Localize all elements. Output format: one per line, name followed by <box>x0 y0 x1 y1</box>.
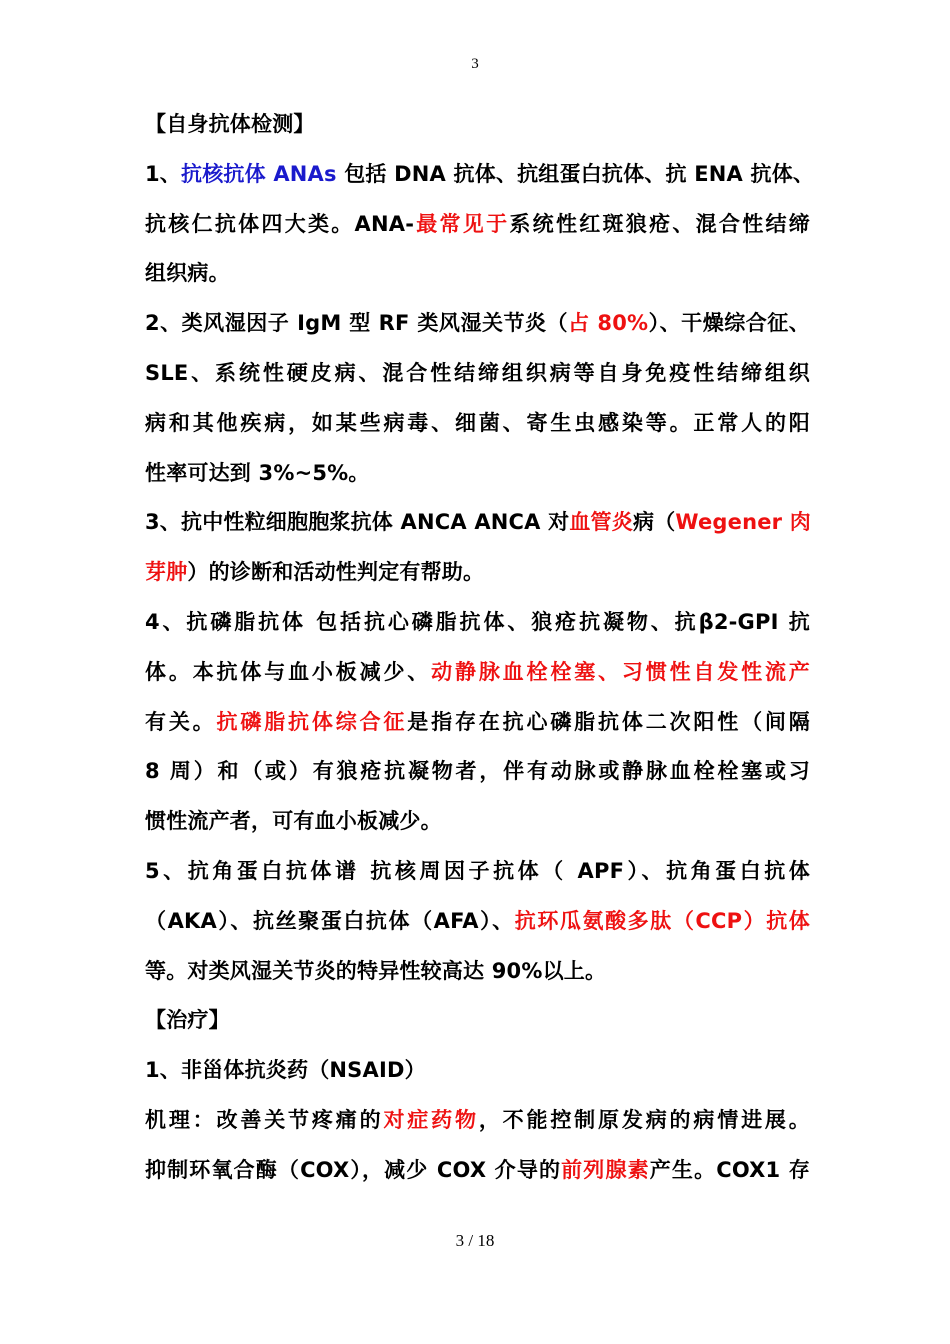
text-line <box>145 847 810 897</box>
highlighted-text: 前列腺素 <box>561 1157 650 1182</box>
text-line <box>145 897 810 947</box>
text-segment: 是指存在抗心磷脂抗体二次阳性（间隔 <box>407 709 810 734</box>
text-segment: 包括 DNA 抗体、抗组蛋白抗体、抗 ENA 抗体、 <box>336 161 815 186</box>
text-line <box>145 598 810 648</box>
text-segment: 【治疗】 <box>145 1008 230 1033</box>
text-segment: 病和其他疾病，如某些病毒、细菌、寄生虫感染等。正常人的阳 <box>145 410 810 435</box>
text-line <box>145 498 810 548</box>
highlighted-text: 动静脉血栓栓塞、习惯性自发性流产 <box>431 659 811 684</box>
document-body <box>145 100 815 1196</box>
text-segment: 8 周）和（或）有狼疮抗凝物者，伴有动脉或静脉血栓栓塞或习 <box>145 759 810 784</box>
text-segment: 体。本抗体与血小板减少、 <box>145 659 432 684</box>
text-line <box>145 349 810 399</box>
text-segment: 3、抗中性粒细胞胞浆抗体 ANCA ANCA 对 <box>145 510 570 535</box>
text-segment: 组织病。 <box>145 261 230 286</box>
text-line <box>145 200 810 250</box>
page-number-top: 3 <box>471 56 479 72</box>
text-segment: 等。对类风湿关节炎的特异性较高达 90%以上。 <box>145 958 607 983</box>
page-number-footer: 3 / 18 <box>455 1231 495 1250</box>
text-segment: 2、类风湿因子 IgM 型 RF 类风湿关节炎（ <box>145 311 569 336</box>
text-segment: 性率可达到 3%~5%。 <box>145 460 370 485</box>
text-segment: 1、非甾体抗炎药（NSAID） <box>145 1058 426 1083</box>
text-line <box>145 150 815 200</box>
text-segment: 机理：改善关节疼痛的 <box>145 1107 384 1132</box>
text-line <box>145 648 810 698</box>
highlighted-text: 最常见于 <box>414 211 510 236</box>
text-segment: SLE、系统性硬皮病、混合性结缔组织病等自身免疫性结缔组织 <box>145 360 810 385</box>
highlighted-text: 抗磷脂抗体综合征 <box>216 709 408 734</box>
text-segment: ，不能控制原发病的病情进展。 <box>478 1107 810 1132</box>
text-segment: 惯性流产者，可有血小板减少。 <box>145 809 442 834</box>
text-segment: 1、 <box>145 161 182 186</box>
text-segment: 5、抗角蛋白抗体谱 抗核周因子抗体（ APF）、抗角蛋白抗体 <box>145 858 810 883</box>
text-segment: 有关。 <box>145 709 217 734</box>
text-line <box>145 1046 810 1096</box>
text-segment: （AKA）、抗丝聚蛋白抗体（AFA）、 <box>145 908 515 933</box>
text-segment: 抗核仁抗体四大类。ANA- <box>145 211 415 236</box>
text-segment: 【自身抗体检测】 <box>145 112 315 136</box>
highlighted-text: 对症药物 <box>383 1107 479 1132</box>
text-line <box>145 747 810 797</box>
text-segment: 抑制环氧合酶（COX），减少 COX 介导的 <box>145 1157 562 1182</box>
text-line <box>145 548 810 598</box>
text-line <box>145 1146 810 1196</box>
highlighted-text: Wegener 肉 <box>675 510 811 535</box>
text-segment: 系统性红斑狼疮、混合性结缔 <box>509 211 810 236</box>
text-segment: 4、抗磷脂抗体 包括抗心磷脂抗体、狼疮抗凝物、抗β2-GPI 抗 <box>145 609 810 634</box>
highlighted-text: 血管炎 <box>569 510 633 535</box>
text-line <box>145 698 810 748</box>
text-line <box>145 947 810 997</box>
text-segment: ）的诊断和活动性判定有帮助。 <box>187 560 485 585</box>
text-segment: 病（ <box>632 510 676 535</box>
text-segment: ）、干燥综合征、 <box>648 311 811 336</box>
text-segment: 产生。COX1 存 <box>649 1157 811 1182</box>
text-line <box>145 100 810 150</box>
text-line <box>145 399 810 449</box>
text-line <box>145 449 810 499</box>
highlighted-text: 芽肿 <box>145 560 188 585</box>
text-line <box>145 797 810 847</box>
text-line <box>145 996 810 1046</box>
highlighted-text: 抗核抗体 ANAs <box>181 161 337 186</box>
highlighted-text: 占 80% <box>568 311 649 336</box>
text-line <box>145 1096 810 1146</box>
text-line <box>145 299 810 349</box>
text-line <box>145 249 810 299</box>
highlighted-text: 抗环瓜氨酸多肽（CCP）抗体 <box>514 908 810 933</box>
